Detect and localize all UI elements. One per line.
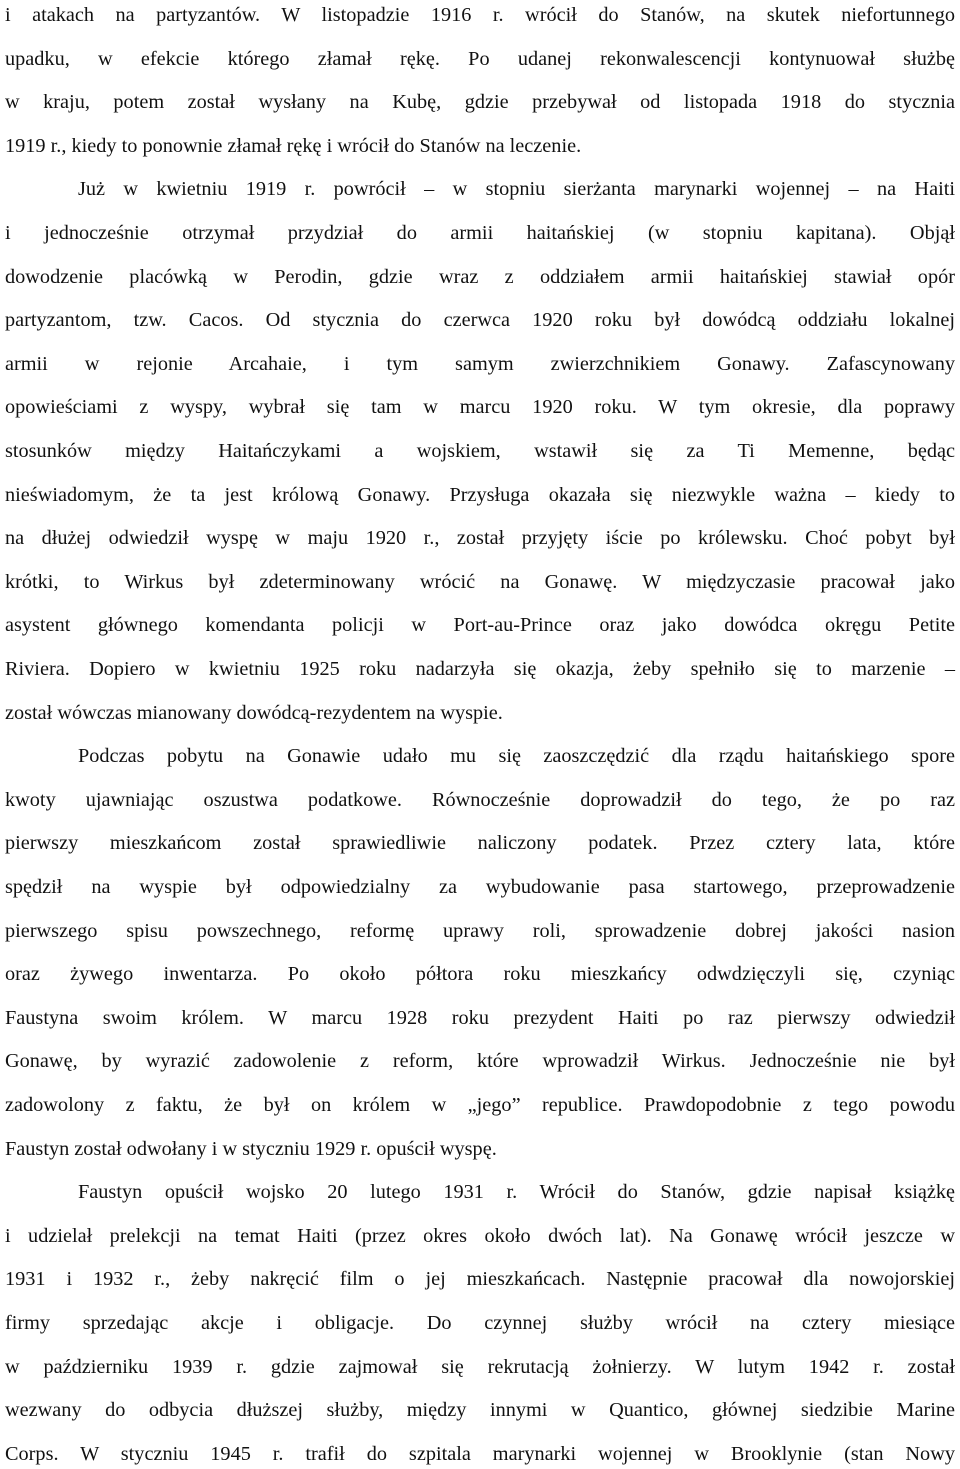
text-line: pierwszy mieszkańcom został sprawiedliwie naliczony podatek. Przez cztery lata, które: [5, 832, 955, 855]
text-line: dowodzenie placówką w Perodin, gdzie wraz z oddziałem armii haitańskiej stawiał opór: [5, 265, 955, 288]
text-line: na dłużej odwiedził wyspę w maju 1920 r., został przyjęty iście po królewsku. Choć pobyt był: [5, 527, 955, 550]
text-line: asystent głównego komendanta policji w Port-au-Prince oraz jako dowódca okręgu Petite: [5, 614, 955, 637]
text-line: zadowolony z faktu, że był on królem w „jego” republice. Prawdopodobnie z tego powodu: [5, 1094, 955, 1116]
text-line: i jednocześnie otrzymał przydział do armii haitańskiej (w stopniu kapitana). Objął: [5, 222, 955, 244]
text-line: Podczas pobytu na Gonawie udało mu się zaoszczędzić dla rządu haitańskiego spore: [78, 745, 955, 768]
text-line: Faustyn opuścił wojsko 20 lutego 1931 r. Wrócił do Stanów, gdzie napisał książkę: [78, 1181, 955, 1204]
text-line: i atakach na partyzantów. W listopadzie 1916 r. wrócił do Stanów, na skutek niefortunnego: [5, 4, 955, 26]
text-line: wezwany do odbycia dłuższej służby, między innymi w Quantico, głównej siedzibie Marine: [5, 1399, 955, 1422]
text-line: oraz żywego inwentarza. Po około półtora roku mieszkańcy odwdzięczyli się, czyniąc: [5, 963, 955, 986]
text-line: w kraju, potem został wysłany na Kubę, gdzie przebywał od listopada 1918 do stycznia: [5, 91, 955, 114]
text-line: stosunków między Haitańczykami a wojskiem, wstawił się za Ti Memenne, będąc: [5, 440, 955, 462]
text-line: spędził na wyspie był odpowiedzialny za wybudowanie pasa startowego, przeprowadzenie: [5, 876, 955, 898]
text-line: firmy sprzedając akcje i obligacje. Do czynnej służby wrócił na cztery miesiące: [5, 1312, 955, 1334]
text-line: upadku, w efekcie którego złamał rękę. Po udanej rekonwalescencji kontynuował służbę: [5, 47, 955, 70]
text-line: został wówczas mianowany dowódcą-rezydentem na wyspie.: [5, 701, 503, 724]
text-line: 1931 i 1932 r., żeby nakręcić film o jej mieszkańcach. Następnie pracował dla nowojorskiej: [5, 1268, 955, 1291]
text-line: krótki, to Wirkus był zdeterminowany wrócić na Gonawę. W międzyczasie pracował jako: [5, 570, 955, 593]
text-line: Faustyn został odwołany i w styczniu 1929 r. opuścił wyspę.: [5, 1137, 497, 1160]
text-line: armii w rejonie Arcahaie, i tym samym zwierzchnikiem Gonawy. Zafascynowany: [5, 352, 955, 375]
text-line: Już w kwietniu 1919 r. powrócił – w stopniu sierżanta marynarki wojennej – na Haiti: [78, 178, 955, 201]
text-line: Gonawę, by wyrazić zadowolenie z reform, które wprowadził Wirkus. Jednocześnie nie był: [5, 1050, 955, 1073]
text-line: partyzantom, tzw. Cacos. Od stycznia do czerwca 1920 roku był dowódcą oddziału lokalnej: [5, 309, 955, 332]
text-line: kwoty ujawniając oszustwa podatkowe. Równocześnie doprowadził do tego, że po raz: [5, 788, 955, 811]
text-line: 1919 r., kiedy to ponownie złamał rękę i wrócił do Stanów na leczenie.: [5, 134, 582, 157]
text-line: i udzielał prelekcji na temat Haiti (przez okres około dwóch lat). Na Gonawę wrócił jeszcze w: [5, 1224, 955, 1247]
text-line: nieświadomym, że ta jest królową Gonawy. Przysługa okazała się niezwykle ważna – kiedy to: [5, 483, 955, 506]
text-line: w październiku 1939 r. gdzie zajmował się rekrutacją żołnierzy. W lutym 1942 r. został: [5, 1355, 955, 1378]
text-line: Riviera. Dopiero w kwietniu 1925 roku nadarzyła się okazja, żeby spełniło się to marzenie –: [5, 658, 955, 680]
text-line: opowieściami z wyspy, wybrał się tam w marcu 1920 roku. W tym okresie, dla poprawy: [5, 396, 955, 419]
text-line: pierwszego spisu powszechnego, reformę uprawy roli, sprowadzenie dobrej jakości nasion: [5, 919, 955, 942]
text-line: Corps. W styczniu 1945 r. trafił do szpitala marynarki wojennej w Brooklynie (stan Nowy: [5, 1442, 955, 1465]
text-line: Faustyna swoim królem. W marcu 1928 roku prezydent Haiti po raz pierwszy odwiedził: [5, 1006, 955, 1029]
